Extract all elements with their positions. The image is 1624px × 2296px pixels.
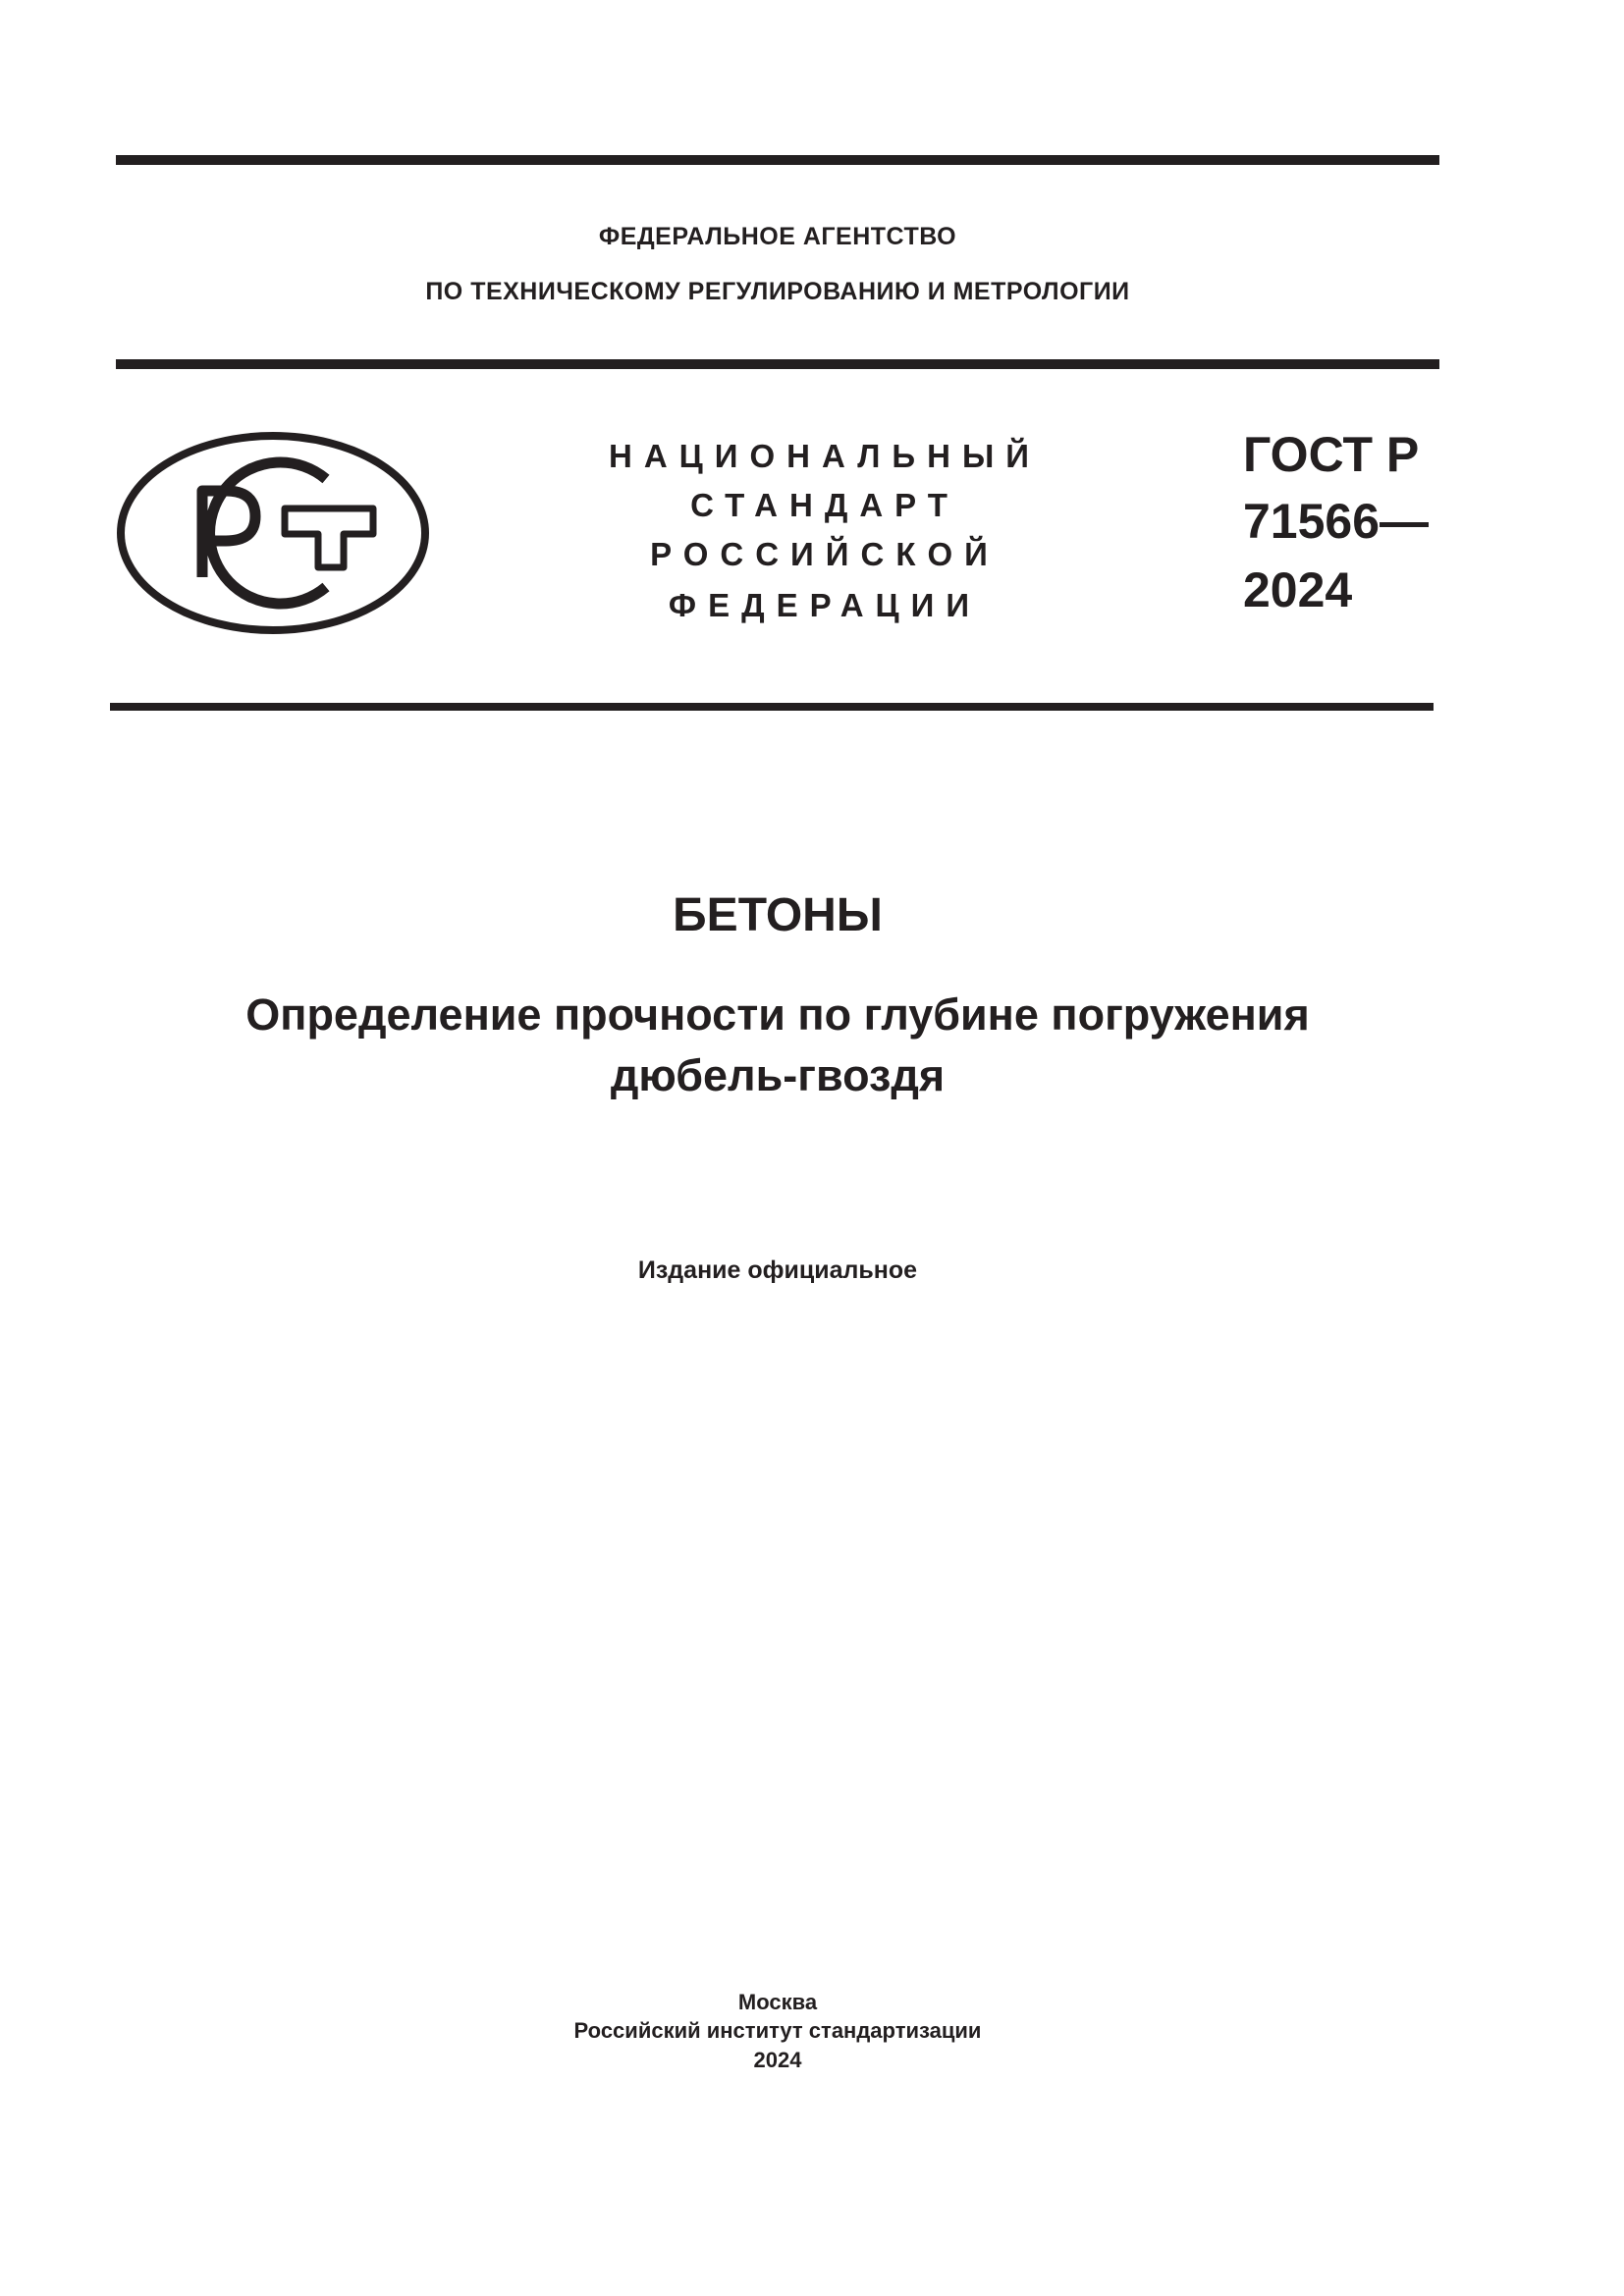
document-title: БЕТОНЫ [673,889,883,941]
agency-name-line-1: ФЕДЕРАЛЬНОЕ АГЕНТСТВО [598,223,957,250]
standard-type-line-4: ФЕДЕРАЦИИ [668,587,982,623]
standard-designation-line-2: 71566— [1243,494,1430,549]
document-subtitle-line-1: Определение прочности по глубине погружения [245,989,1310,1040]
header-divider [116,359,1439,369]
agency-name-line-2: ПО ТЕХНИЧЕСКОМУ РЕГУЛИРОВАНИЮ И МЕТРОЛОГИИ [425,278,1130,305]
standard-type-line-2: СТАНДАРТ [690,487,959,523]
rst-certification-mark-icon [116,430,430,636]
standard-designation-line-1: ГОСТ Р [1243,427,1420,482]
imprint-year: 2024 [753,2048,802,2072]
edition-label: Издание официальное [637,1256,918,1284]
imprint-publisher: Российский институт стандартизации [573,2018,982,2043]
standard-designation-line-3: 2024 [1243,562,1353,617]
title-divider [110,703,1434,711]
standard-type-line-3: РОССИЙСКОЙ [650,536,1000,572]
top-divider [116,155,1439,165]
document-subtitle-line-2: дюбель-гвоздя [610,1050,946,1100]
standard-type-line-1: НАЦИОНАЛЬНЫЙ [609,438,1041,474]
imprint-city: Москва [737,1990,818,2014]
